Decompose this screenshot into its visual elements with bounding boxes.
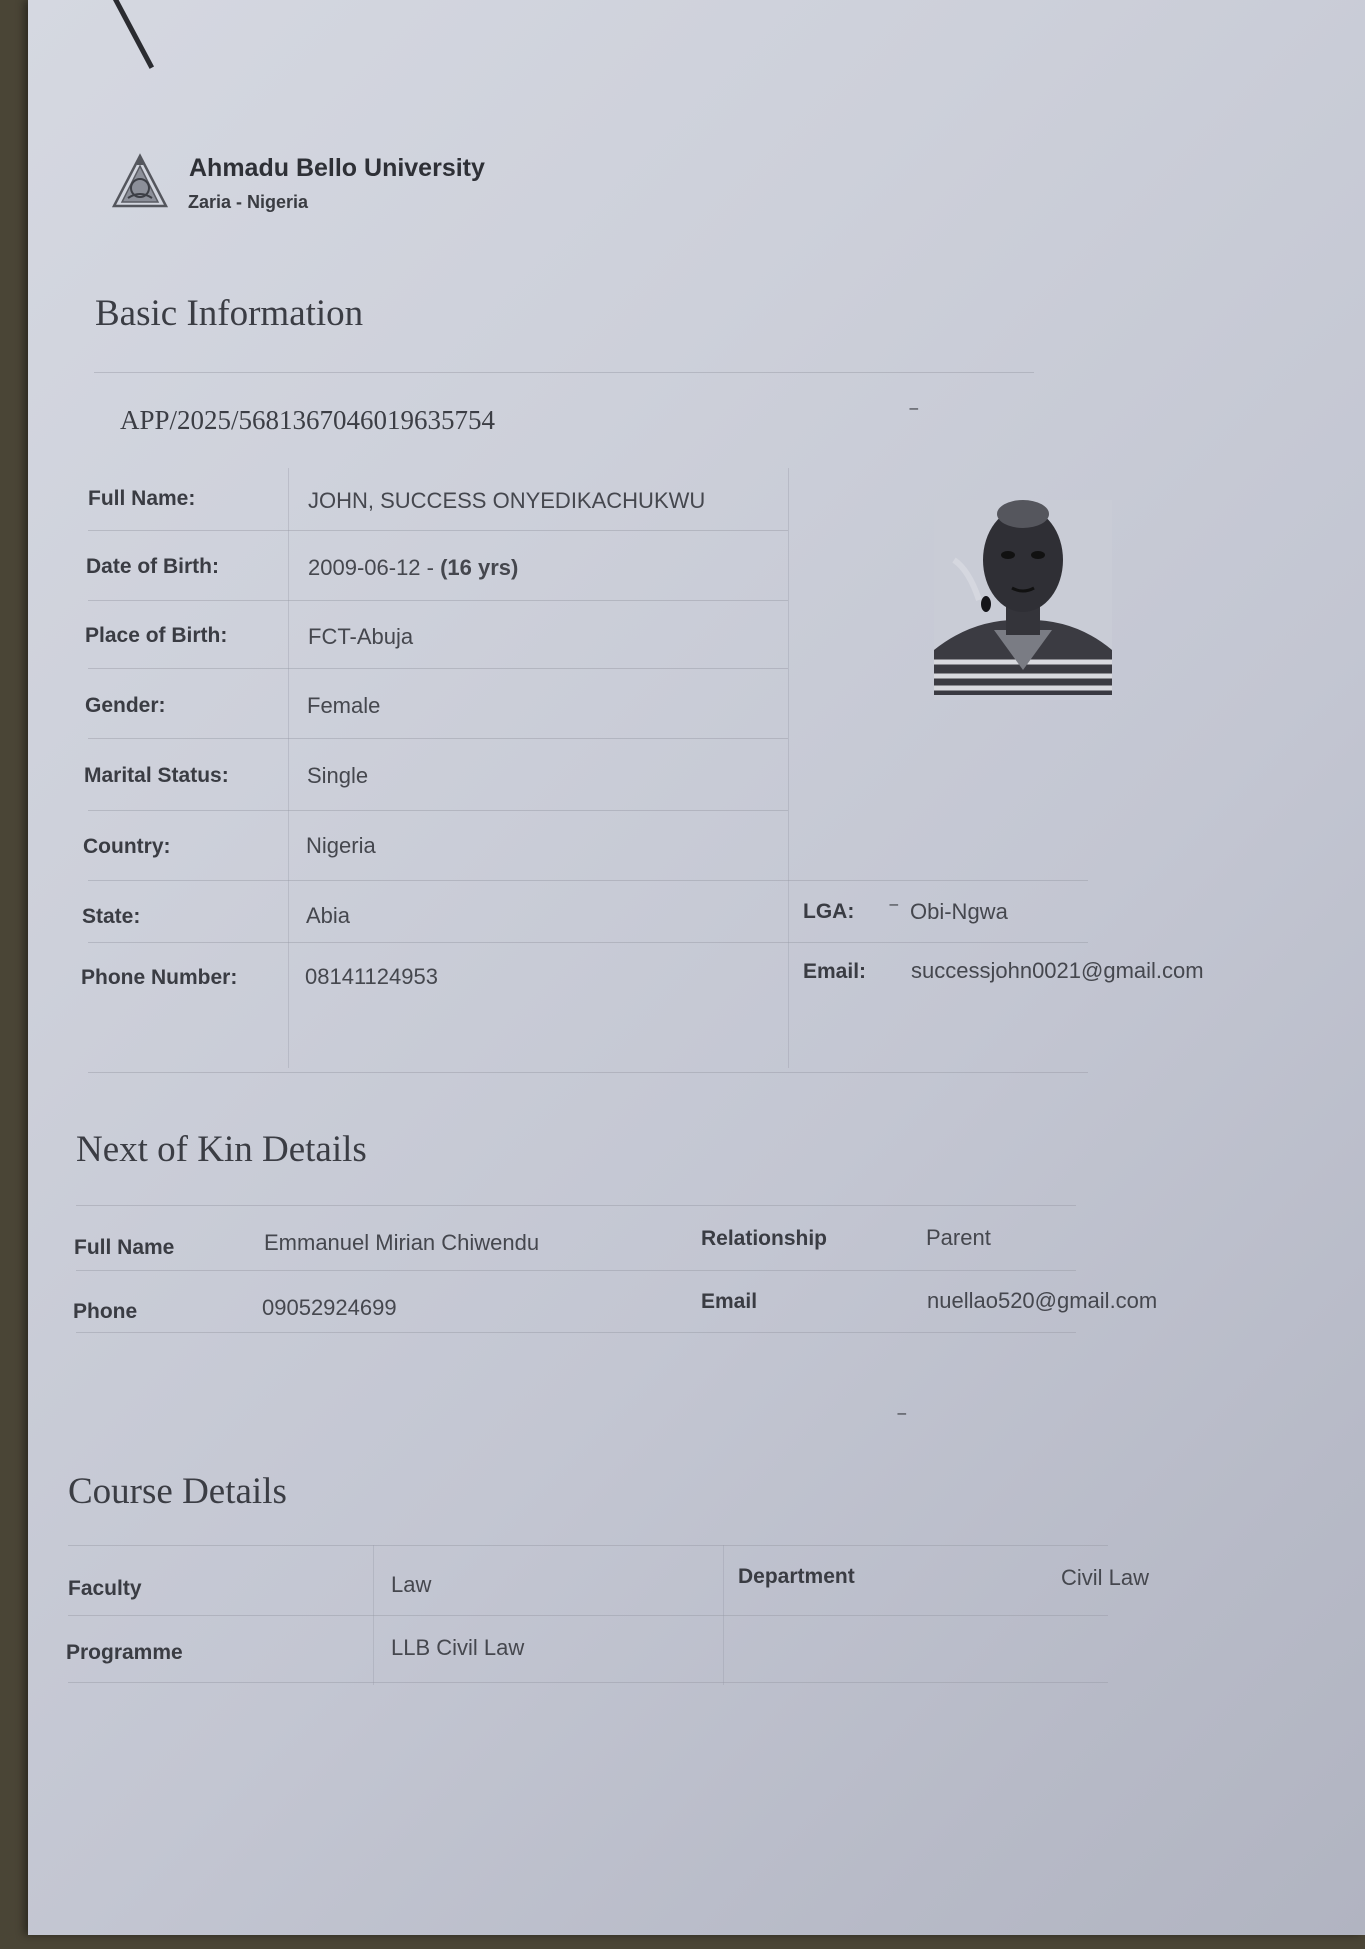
programme-label: Programme [66, 1641, 183, 1664]
table-divider [288, 468, 289, 1068]
document-page [28, 0, 1365, 1935]
department-label: Department [738, 1565, 855, 1588]
state-value: Abia [306, 903, 351, 928]
row-divider [88, 880, 1088, 881]
university-name: Ahmadu Bello University [189, 154, 485, 182]
kin-full-name-value: Emmanuel Mirian Chiwendu [264, 1230, 540, 1255]
application-number: APP/2025/5681367046019635754 [120, 405, 496, 435]
faculty-value: Law [391, 1572, 432, 1597]
row-divider [68, 1682, 1108, 1683]
row-divider [88, 668, 788, 669]
gender-value: Female [307, 693, 381, 718]
kin-relationship-value: Parent [926, 1225, 991, 1250]
marital-status-value: Single [307, 763, 369, 788]
table-divider [788, 468, 789, 1068]
lga-label: LGA: [803, 900, 855, 923]
university-location: Zaria - Nigeria [188, 192, 309, 212]
date-of-birth-label: Date of Birth: [86, 555, 219, 578]
country-label: Country: [83, 835, 171, 858]
kin-email-label: Email [701, 1290, 758, 1313]
kin-full-name-label: Full Name [74, 1236, 175, 1259]
row-divider [88, 530, 788, 531]
gender-label: Gender: [85, 694, 166, 717]
place-of-birth-label: Place of Birth: [85, 624, 228, 647]
pen-mark: ⁻ [888, 896, 900, 921]
row-divider [88, 738, 788, 739]
age-text: (16 yrs) [440, 555, 519, 580]
email-value: successjohn0021@gmail.com [911, 958, 1204, 983]
row-divider [88, 600, 788, 601]
divider [94, 372, 1034, 373]
kin-phone-value: 09052924699 [262, 1295, 397, 1320]
divider [76, 1205, 1076, 1206]
kin-relationship-label: Relationship [701, 1227, 828, 1250]
pen-mark [113, 0, 154, 69]
full-name-value: JOHN, SUCCESS ONYEDIKACHUKWU [308, 488, 706, 513]
email-label: Email: [803, 960, 867, 983]
row-divider [88, 810, 788, 811]
kin-email-value: nuellao520@gmail.com [927, 1288, 1158, 1313]
passport-photo [934, 500, 1112, 700]
row-divider [68, 1615, 1108, 1616]
pen-mark: ⁻ [896, 1405, 908, 1430]
course-details-heading: Course Details [68, 1471, 287, 1512]
full-name-label: Full Name: [88, 487, 196, 510]
basic-information-heading: Basic Information [95, 293, 364, 334]
faculty-label: Faculty [68, 1577, 142, 1600]
phone-number-label: Phone Number: [81, 966, 238, 989]
date-of-birth-text: 2009-06-12 - [308, 555, 441, 580]
university-crest-icon [110, 152, 170, 212]
state-label: State: [82, 905, 141, 928]
pen-mark: ⁻ [908, 400, 920, 425]
divider [68, 1545, 1108, 1546]
next-of-kin-heading: Next of Kin Details [76, 1129, 367, 1170]
place-of-birth-value: FCT-Abuja [308, 624, 414, 649]
date-of-birth-value [308, 555, 518, 581]
divider [88, 1072, 1088, 1073]
phone-number-value: 08141124953 [305, 964, 438, 989]
row-divider [76, 1332, 1076, 1333]
kin-phone-label: Phone [73, 1300, 138, 1323]
marital-status-label: Marital Status: [84, 764, 229, 787]
lga-value: Obi-Ngwa [910, 899, 1008, 924]
row-divider [76, 1270, 1076, 1271]
row-divider [88, 942, 1088, 943]
department-value: Civil Law [1061, 1565, 1150, 1590]
country-value: Nigeria [306, 833, 376, 858]
programme-value: LLB Civil Law [391, 1635, 525, 1660]
